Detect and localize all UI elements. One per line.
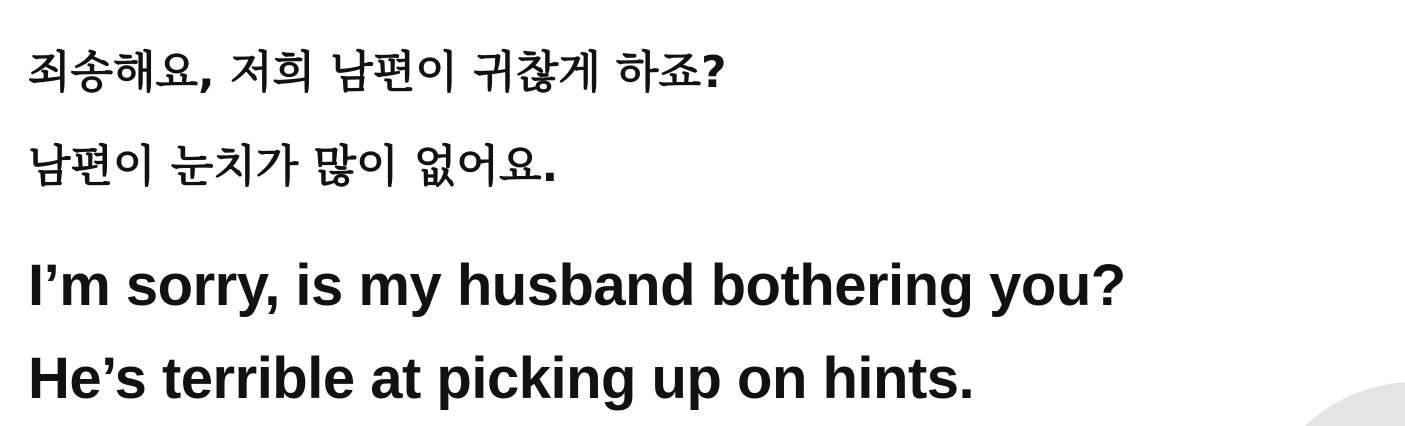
- korean-line-1: 죄송해요, 저희 남편이 귀찮게 하죠?: [28, 47, 727, 98]
- english-line-2: He’s terrible at picking up on hints.: [28, 346, 975, 411]
- decorative-corner-circle: [1255, 382, 1405, 426]
- korean-line-2: 남편이 눈치가 많이 없어요.: [28, 141, 559, 192]
- english-line-1: I’m sorry, is my husband bothering you?: [28, 253, 1126, 318]
